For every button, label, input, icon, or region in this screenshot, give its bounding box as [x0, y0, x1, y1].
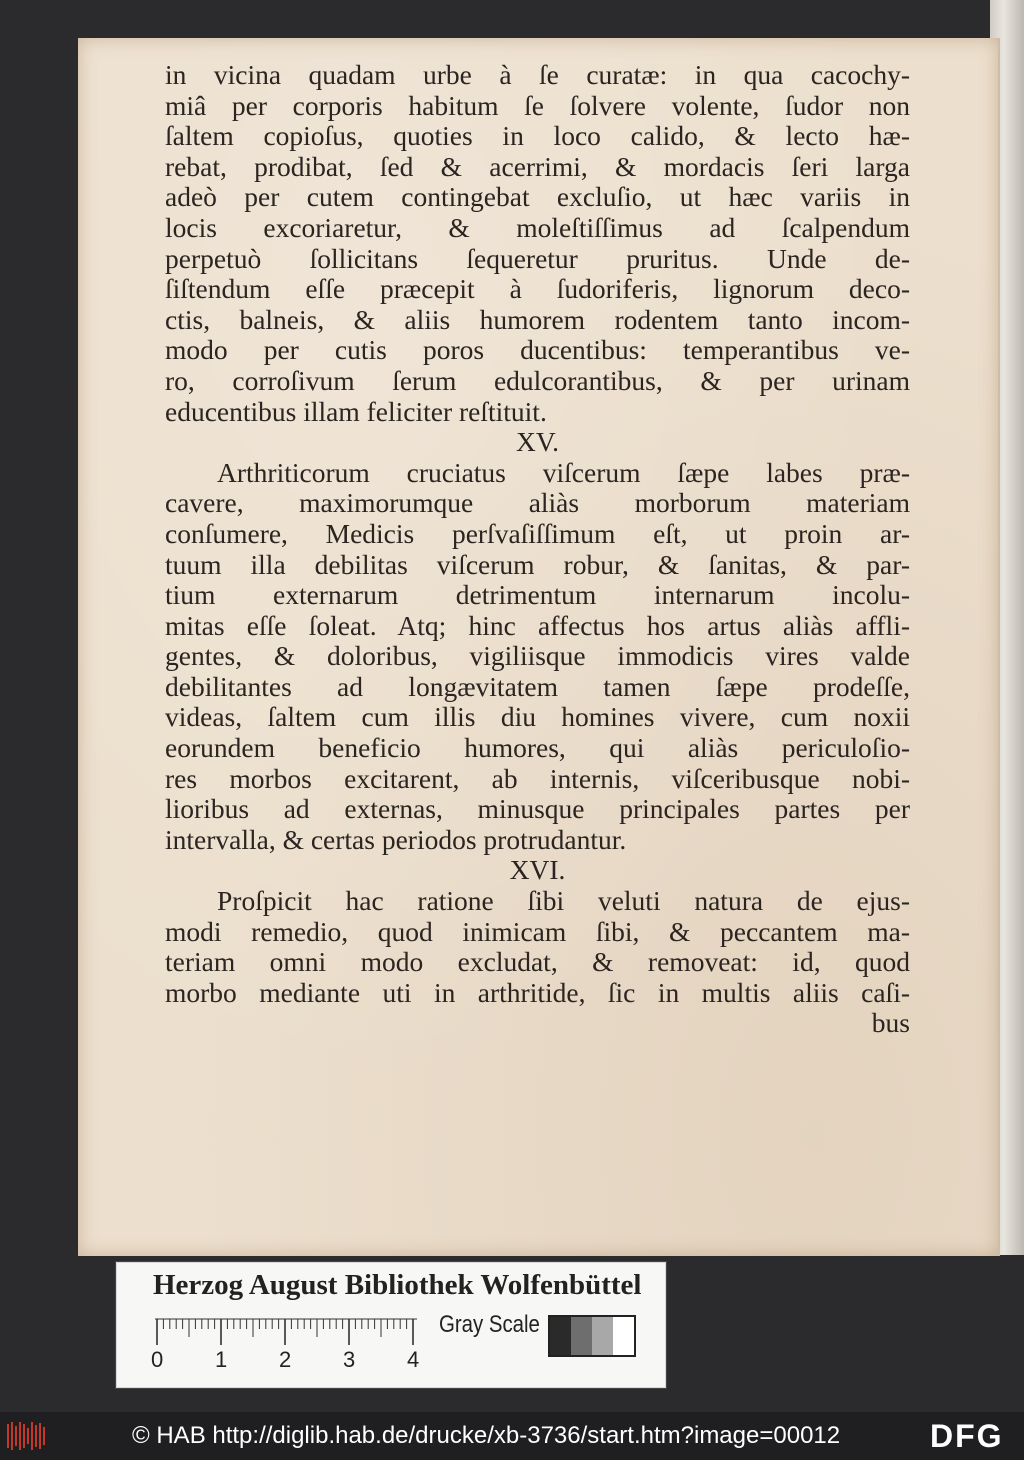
text-line: Proſpicit hac ratione ſibi veluti natura de ejus- [217, 886, 910, 917]
text-line: tuum illa debilitas viſcerum robur, & ſanitas, & par- [165, 549, 910, 580]
library-name: Herzog August Bibliothek Wolfenbüttel [153, 1269, 642, 1301]
text-line: locis excoriaretur, & moleſtiſſimus ad ſcalpendum [165, 212, 910, 243]
text-line: educentibus illam feliciter reſtituit. [165, 396, 547, 427]
copyright-url[interactable]: © HAB http://diglib.hab.de/drucke/xb-3736/start.htm?image=00012 [132, 1422, 841, 1449]
ruler-number: 0 [151, 1347, 164, 1372]
text-line: debilitantes ad longævitatem tamen ſæpe prodeſſe, [165, 671, 910, 702]
ruler-scale [155, 1309, 417, 1345]
ruler-number: 4 [407, 1347, 420, 1372]
text-line: gentes, & doloribus, vigiliisque immodicis vires valde [165, 641, 910, 672]
gray-scale-swatch [548, 1315, 636, 1357]
text-line: conſumere, Medicis perſvaſiſſimum eſt, ut proin ar- [165, 518, 910, 549]
gray-swatch-cell [592, 1317, 613, 1355]
text-line: perpetuò ſollicitans ſequeretur pruritus. Unde de- [165, 243, 910, 274]
gray-swatch-cell [613, 1317, 634, 1355]
text-line: bus [871, 1008, 910, 1039]
text-line: teriam omni modo excludat, & removeat: id, quod [165, 947, 910, 978]
gray-swatch-cell [571, 1317, 592, 1355]
ruler-number: 3 [343, 1347, 356, 1372]
text-line: adeò per cutem contingebat excluſio, ut hæc variis in [165, 182, 910, 213]
text-line: intervalla, & certas periodos protrudantur. [165, 824, 627, 855]
text-line: ctis, balneis, & aliis humorem rodentem tanto incom- [165, 304, 910, 335]
hab-barcode-icon [6, 1420, 48, 1452]
text-line: miâ per corporis habitum ſe ſolvere volente, ſudor non [165, 90, 910, 121]
text-line: Arthriticorum cruciatus viſcerum ſæpe labes præ- [217, 457, 910, 488]
text-line: modi remedio, quod inimicam ſibi, & peccantem ma- [165, 916, 910, 947]
text-line: lioribus ad externas, minusque principales partes per [165, 794, 910, 825]
text-line: modo per cutis poros ducentibus: temperantibus ve- [165, 335, 910, 366]
ruler-numbers [147, 1347, 447, 1373]
text-line: videas, ſaltem cum illis diu homines vivere, cum noxii [165, 702, 910, 733]
text-line: ſaltem copioſus, quoties in loco calido, & lecto hæ- [165, 121, 910, 152]
footer-bar [0, 1412, 1024, 1460]
section-heading: XVI. [509, 855, 566, 886]
page-text [165, 60, 910, 1039]
text-line: mitas eſſe ſoleat. Atq; hinc affectus hos artus aliàs affli- [165, 610, 910, 641]
text-line: morbo mediante uti in arthritide, ſic in multis aliis caſi- [165, 977, 910, 1008]
text-line: ro, corroſivum ſerum edulcorantibus, & per urinam [165, 365, 910, 396]
text-line: in vicina quadam urbe à ſe curatæ: in qua cacochy- [165, 60, 910, 90]
text-line: rebat, prodibat, ſed & acerrimi, & mordacis ſeri larga [165, 151, 910, 182]
gray-swatch-cell [550, 1317, 571, 1355]
section-heading: XV. [515, 427, 560, 458]
text-line: cavere, maximorumque aliàs morborum materiam [165, 488, 910, 519]
text-line: ſiſtendum eſſe præcepit à ſudoriferis, lignorum deco- [165, 274, 910, 305]
ruler-number: 2 [279, 1347, 292, 1372]
ruler-number: 1 [215, 1347, 228, 1372]
gray-scale-label: Gray Scale [439, 1311, 540, 1338]
text-line: res morbos excitarent, ab internis, viſceribusque nobi- [165, 763, 910, 794]
text-line: tium externarum detrimentum internarum incolu- [165, 580, 910, 611]
dfg-logo: DFG [930, 1418, 1004, 1454]
color-calibration-bar [116, 1262, 666, 1388]
text-line: eorundem beneficio humores, qui aliàs periculoſio- [165, 733, 910, 764]
